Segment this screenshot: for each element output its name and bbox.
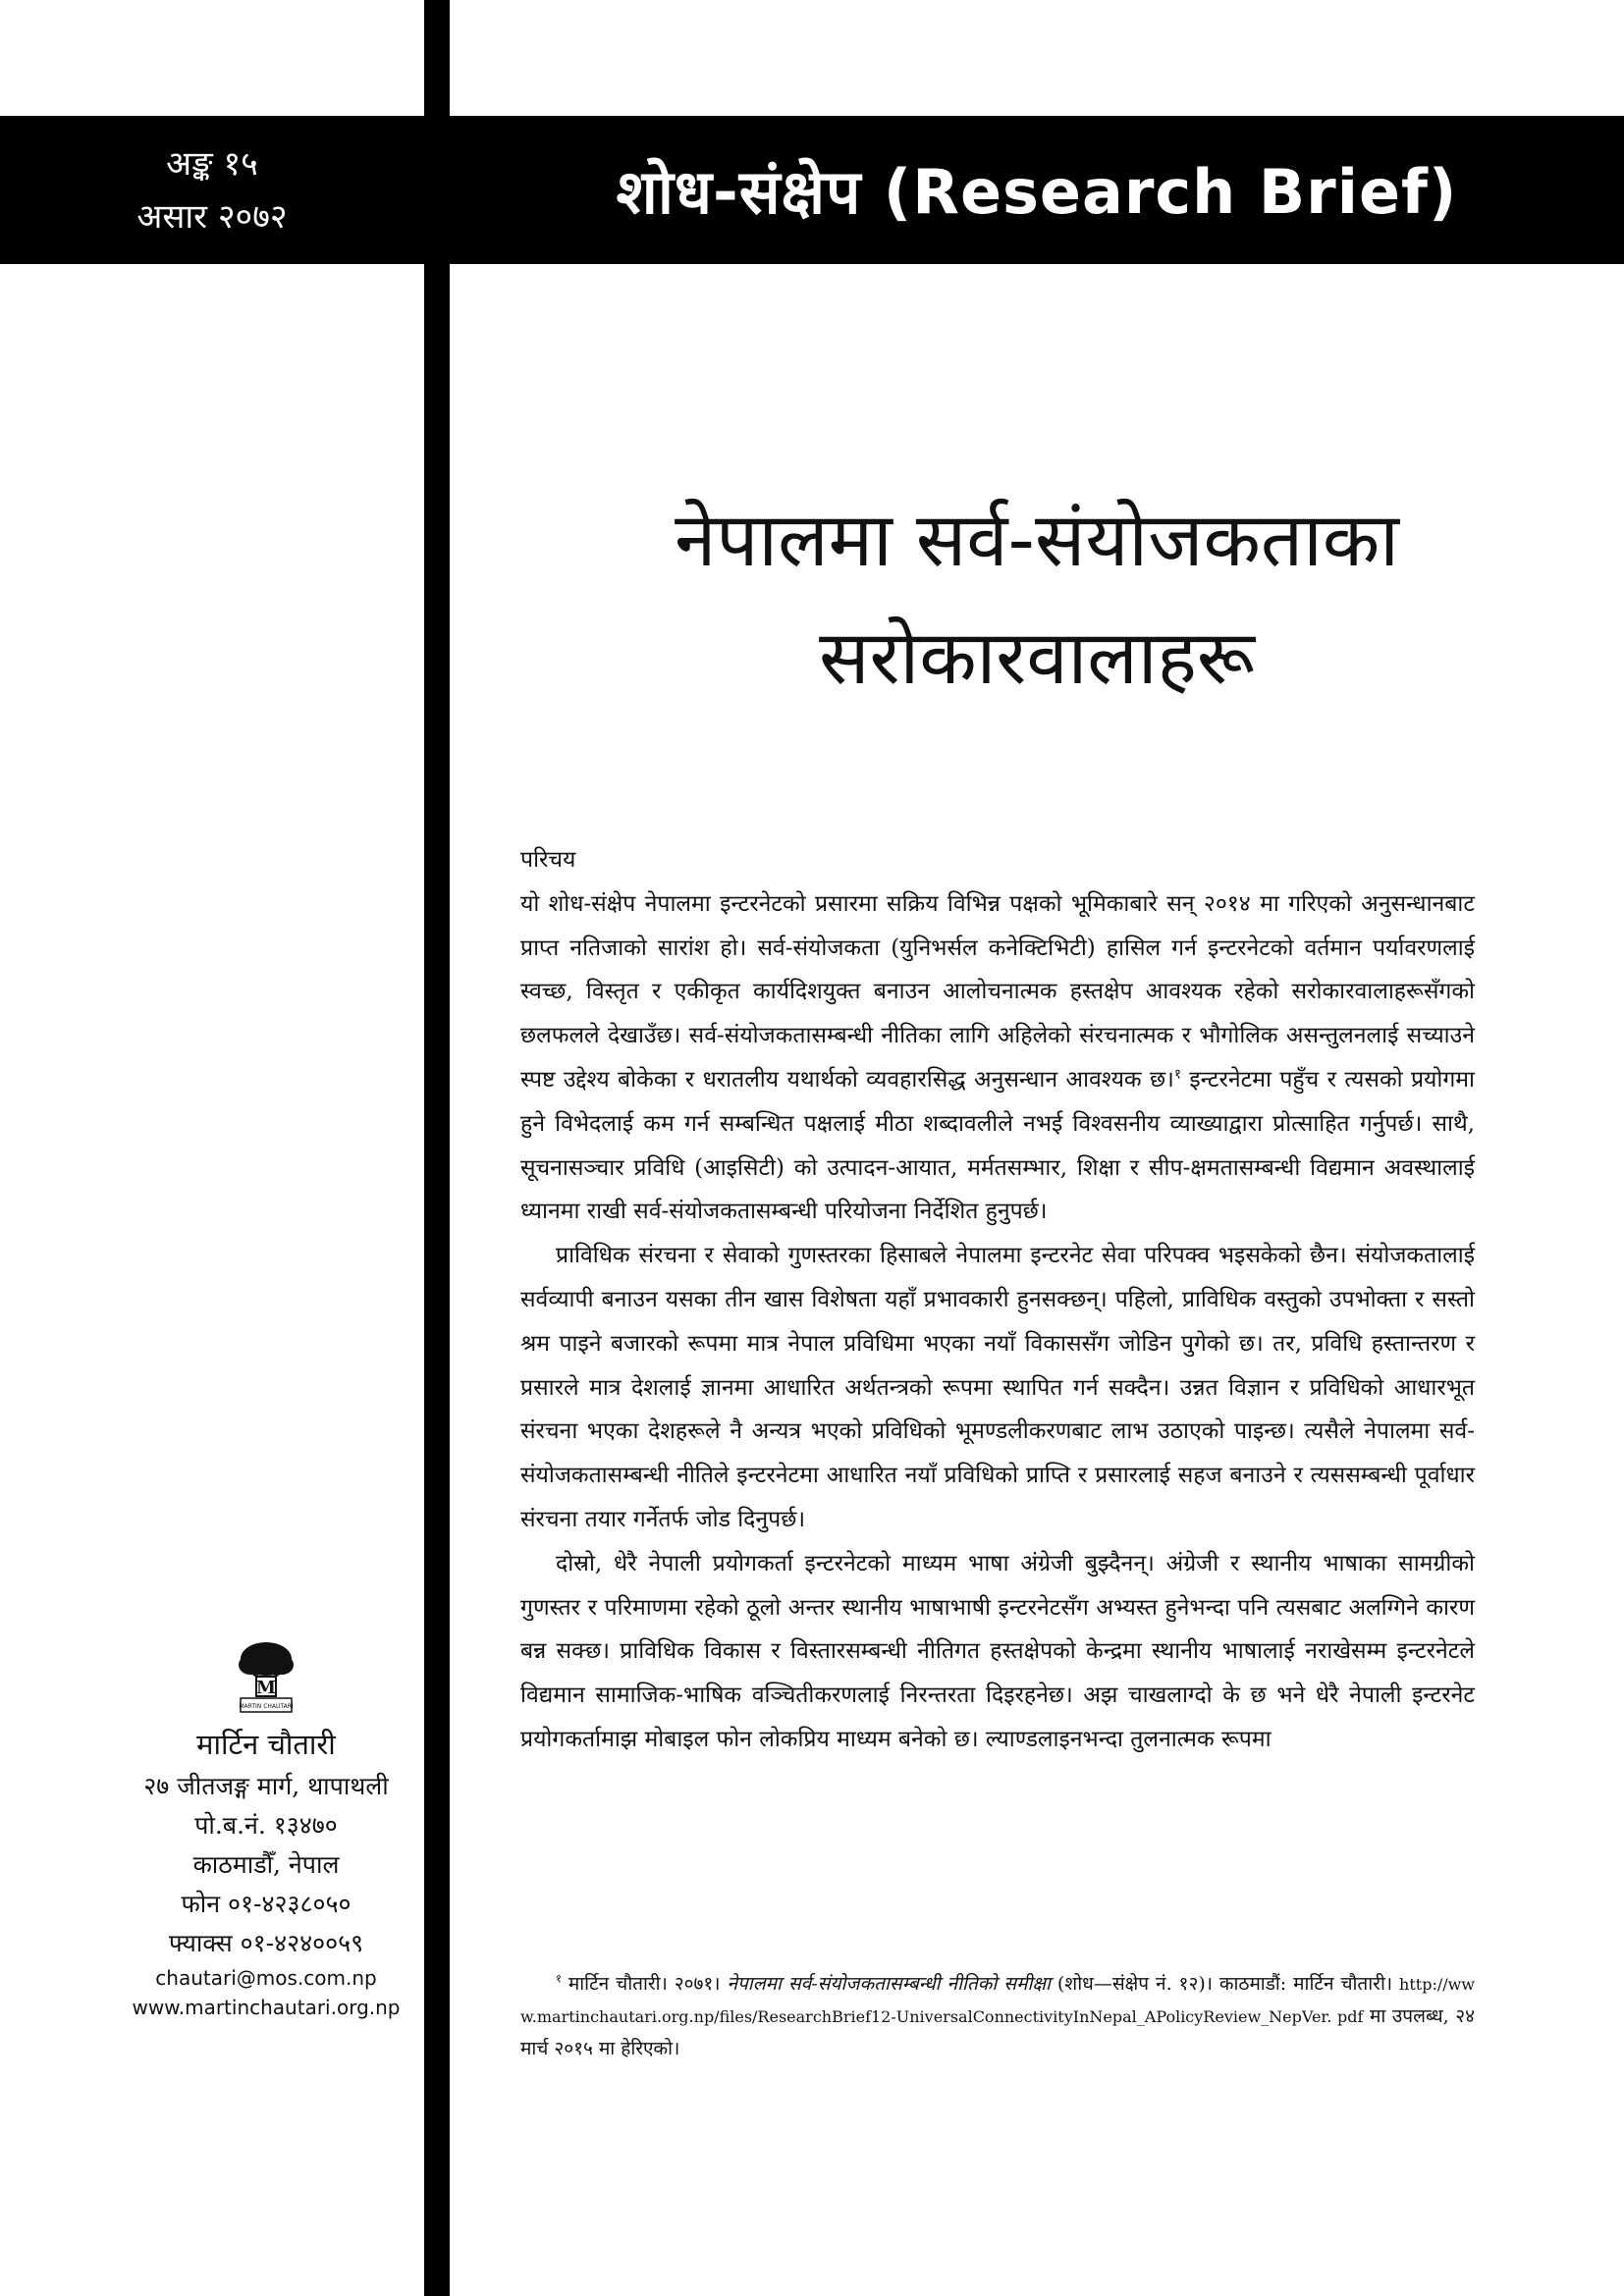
publisher-contact	[108, 1639, 424, 2022]
footnote-work-title: नेपालमा सर्व-संयोजकतासम्बन्धी नीतिको समीक्षा	[727, 1973, 1051, 1995]
paragraph-1	[520, 882, 1475, 1234]
paragraph-2: प्राविधिक संरचना र सेवाको गुणस्तरका हिसाबले नेपालमा इन्टरनेट सेवा परिपक्व भइसकेको छैन। संयोजकतालाई सर्वव्यापी बनाउन यसका तीन खास विशेषता यहाँ प्रभावकारी हुनसक्छन्। पहिलो, प्राविधिक वस्तुको उपभोक्ता र सस्तो श्रम पाइने बजारको रूपमा मात्र नेपाल प्रविधिमा भएका नयाँ विकाससँग जोडिन पुगेको छ। तर, प्रविधि हस्तान्तरण र प्रसारले मात्र देशलाई ज्ञानमा आधारित अर्थतन्त्रको रूपमा स्थापित गर्न सक्दैन। उन्नत विज्ञान र प्रविधिको आधारभूत संरचना भएका देशहरूले नै अन्यत्र भएको प्रविधिको भूमण्डलीकरणबाट लाभ उठाएको पाइन्छ। त्यसैले नेपालमा सर्व-संयोजकतासम्बन्धी नीतिले इन्टरनेटमा आधारित नयाँ प्रविधिको प्राप्ति र प्रसारलाई सहज बनाउने र त्यससम्बन्धी पूर्वाधार संरचना तयार गर्नेतर्फ जोड दिनुपर्छ।	[520, 1243, 1475, 1532]
footnote-reference: १	[1173, 1066, 1181, 1083]
footnote-url[interactable]: http://www.martinchautari.org.np/files/ResearchBrief12-UniversalConnectivityInNepal_APolicyReview_NepVer. pdf	[520, 1975, 1475, 2026]
title-line-1: नेपालमा सर्व-संयोजकताका	[675, 496, 1399, 583]
series-title: शोध-संक्षेप (Research Brief)	[616, 155, 1458, 228]
svg-text:M: M	[256, 1678, 276, 1698]
org-address: २७ जीतजङ्ग मार्ग, थापाथली	[143, 1772, 389, 1800]
org-pobox: पो.ब.नं. १३४७०	[194, 1811, 338, 1840]
paragraph-1-part-b: इन्टरनेटमा पहुँच र त्यसको प्रयोगमा हुने विभेदलाई कम गर्न सम्बन्धित पक्षलाई मीठा शब्दावलीले नभई विश्वसनीय व्याख्याद्वारा प्रोत्साहित गर्नुपर्छ। साथै, सूचनासञ्चार प्रविधि (आइसिटी) को उत्पादन-आयात, मर्मतसम्भार, शिक्षा र सीप-क्षमतासम्बन्धी विद्यमान अवस्थालाई ध्यानमा राखी सर्व-संयोजकतासम्बन्धी परियोजना निर्देशित हुनुपर्छ।	[520, 1066, 1475, 1225]
issue-band	[0, 116, 424, 264]
footnote-number: १	[556, 1971, 562, 1986]
paragraph-1-part-a: यो शोध-संक्षेप नेपालमा इन्टरनेटको प्रसारमा सक्रिय विभिन्न पक्षको भूमिकाबारे सन् २०१४ मा गरिएको अनुसन्धानबाट प्राप्त नतिजाको सारांश हो। सर्व-संयोजकता (युनिभर्सल कनेक्टिभिटी) हासिल गर्न इन्टरनेटको वर्तमान पर्यावरणलाई स्वच्छ, विस्तृत र एकीकृत कार्यदिशयुक्त बनाउन आलोचनात्मक हस्तक्षेप आवश्यक रहेको सरोकारवालाहरूसँगको छलफलले देखाउँछ। सर्व-संयोजकतासम्बन्धी नीतिका लागि अहिलेको संरचनात्मक र भौगोलिक असन्तुलनलाई सच्याउने स्पष्ट उद्देश्य बोकेका र धरातलीय यथार्थको व्यवहारसिद्ध अनुसन्धान आवश्यक छ।	[520, 890, 1475, 1093]
issue-number: अङ्क १५	[166, 143, 258, 184]
body-text	[520, 838, 1475, 1762]
org-name: मार्टिन चौतारी	[196, 1728, 336, 1761]
issue-date: असार २०७२	[136, 196, 288, 237]
tree-logo-icon	[235, 1639, 298, 1716]
footnote	[520, 1968, 1475, 2065]
org-email[interactable]: chautari@mos.com.np	[155, 1966, 377, 1990]
page-title	[450, 481, 1624, 717]
logo-text: MARTIN CHAUTARI	[239, 1703, 294, 1710]
org-city: काठमाडौँ, नेपाल	[192, 1850, 340, 1879]
org-website[interactable]: www.martinchautari.org.np	[132, 1996, 401, 2019]
section-heading: परिचय	[520, 847, 576, 873]
footnote-text-b: (शोध—संक्षेप नं. १२)। काठमाडौं: मार्टिन चौतारी।	[1050, 1973, 1400, 1995]
title-line-2: सरोकारवालाहरू	[819, 614, 1255, 701]
series-band	[450, 116, 1624, 264]
footnote-text-c: मा उपलब्ध, २४ मार्च २०१५ मा हेरिएको।	[520, 2005, 1475, 2059]
vertical-divider-bar	[424, 0, 450, 2296]
org-fax: फ्याक्स ०१-४२४००५९	[168, 1929, 364, 1957]
footnote-text-a: मार्टिन चौतारी। २०७१।	[561, 1973, 728, 1995]
paragraph-3: दोस्रो, धेरै नेपाली प्रयोगकर्ता इन्टरनेटको माध्यम भाषा अंग्रेजी बुझ्दैनन्। अंग्रेजी र स्थानीय भाषाका सामग्रीको गुणस्तर र परिमाणमा रहेको ठूलो अन्तर स्थानीय भाषाभाषी इन्टरनेटसँग अभ्यस्त हुनेभन्दा पनि त्यसबाट अलग्गिने कारण बन्न सक्छ। प्राविधिक विकास र विस्तारसम्बन्धी नीतिगत हस्तक्षेपको केन्द्रमा स्थानीय भाषालाई नराखेसम्म इन्टरनेटले विद्यमान सामाजिक-भाषिक वञ्चितीकरणलाई निरन्तरता दिइरहनेछ। अझ चाखलाग्दो के छ भने धेरै नेपाली इन्टरनेट प्रयोगकर्तामाझ मोबाइल फोन लोकप्रिय माध्यम बनेको छ। ल्याण्डलाइनभन्दा तुलनात्मक रूपमा	[520, 1550, 1475, 1752]
org-phone: फोन ०१-४२३८०५०	[181, 1890, 352, 1918]
